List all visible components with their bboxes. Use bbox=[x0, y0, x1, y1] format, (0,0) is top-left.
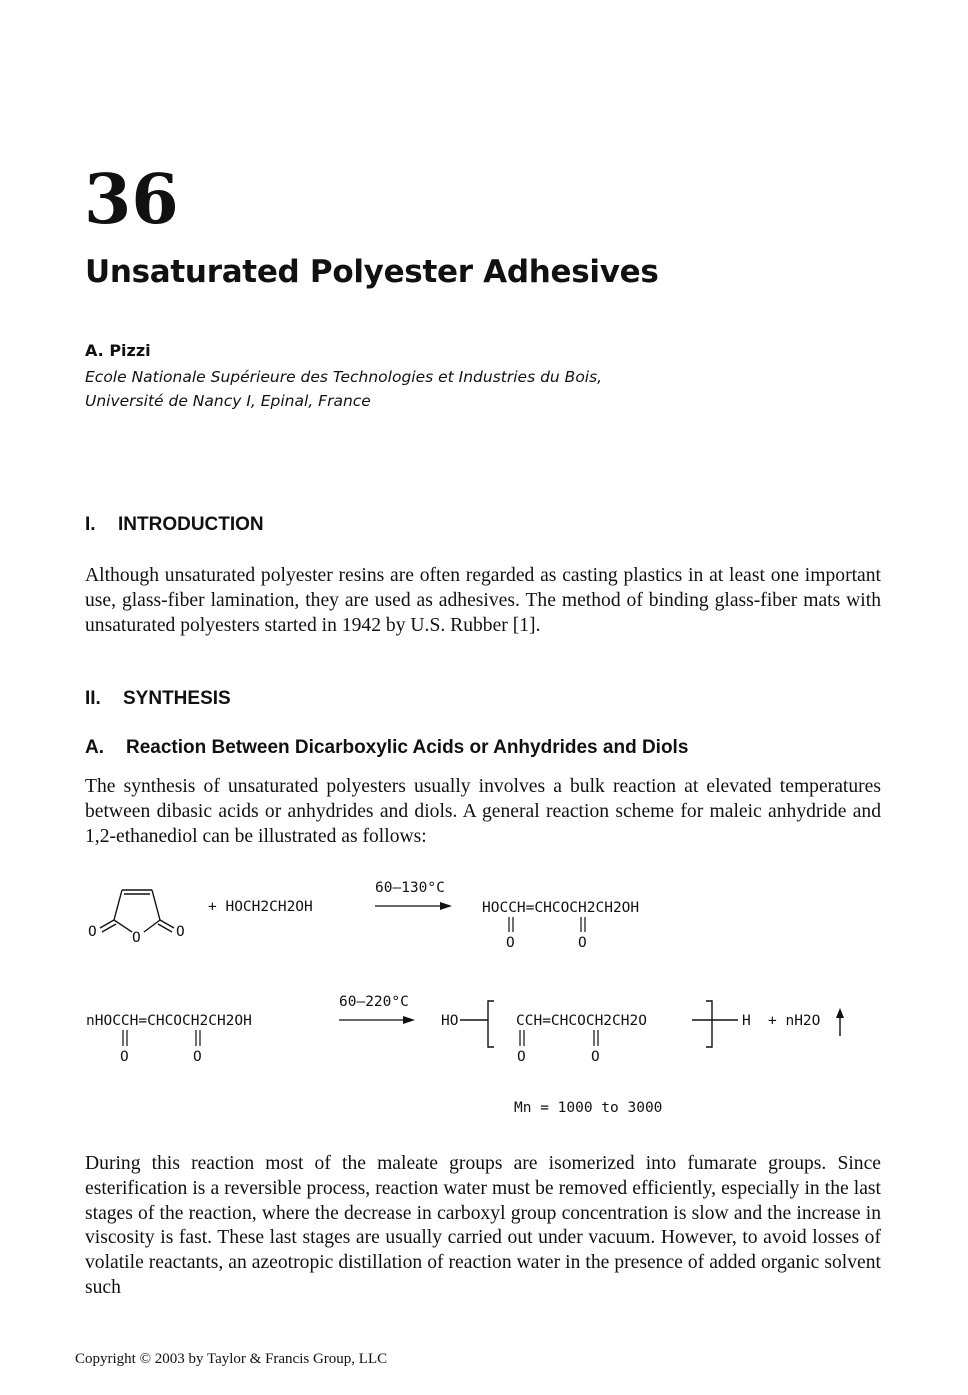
synthesis-paragraph-2: During this reaction most of the maleate groups are isomerized into fumarate groups. Since esterification is a reversible process, reaction water must be removed efficiently, especially in the last stages of the reaction, where the decrease in carboxyl group concentration is slow and the increase in viscosity is fast. These last stages are usually carried out under vacuum. However, to avoid losses of volatile reactants, an azeotropic distillation of reaction water in the presence of added organic solvent such bbox=[85, 1153, 881, 1298]
product-oxygen-2: O bbox=[578, 935, 587, 951]
reaction2-condition: 60–220°C bbox=[339, 994, 409, 1010]
anhydride-oxygen-left: O bbox=[88, 924, 97, 940]
product-oxygen-1: O bbox=[506, 935, 515, 951]
polymer-tail-group: H bbox=[742, 1013, 751, 1029]
reaction2-carbonyl-oxygens bbox=[123, 1030, 200, 1046]
section-heading-introduction bbox=[85, 514, 264, 536]
reaction1-product: HOCCH=CHCOCH2CH2OH bbox=[482, 900, 640, 916]
reaction-scheme bbox=[70, 870, 900, 1135]
water-byproduct: + nH2O bbox=[768, 1013, 821, 1029]
section-heading-synthesis bbox=[85, 688, 231, 710]
reaction2-reactant: nHOCCH=CHCOCH2CH2OH bbox=[86, 1013, 252, 1029]
polymer-end-group: HO bbox=[441, 1013, 459, 1029]
affiliation-line-1: Ecole Nationale Supérieure des Technologies et Industries du Bois, bbox=[85, 368, 603, 386]
anhydride-oxygen-ring: O bbox=[132, 930, 141, 946]
copyright-footer: Copyright © 2003 by Taylor & Francis Group, LLC bbox=[75, 1351, 388, 1367]
subsection-number: A. bbox=[85, 737, 104, 758]
section-title: INTRODUCTION bbox=[118, 514, 264, 535]
reactant-oxygen-2: O bbox=[193, 1049, 202, 1065]
author-name: A. Pizzi bbox=[85, 341, 151, 360]
polymer-repeat-unit: CCH=CHCOCH2CH2O bbox=[516, 1013, 647, 1029]
polymer-carbonyl-oxygens bbox=[520, 1030, 598, 1046]
anhydride-oxygen-right: O bbox=[176, 924, 185, 940]
chapter-number: 36 bbox=[84, 160, 179, 240]
section-number: II. bbox=[85, 688, 101, 709]
polymer-oxygen-2: O bbox=[591, 1049, 600, 1065]
affiliation-line-2: Université de Nancy I, Epinal, France bbox=[85, 392, 371, 410]
maleic-anhydride-structure bbox=[100, 890, 174, 932]
evaporation-arrow bbox=[836, 1008, 844, 1036]
subsection-heading bbox=[85, 737, 688, 759]
chapter-title: Unsaturated Polyester Adhesives bbox=[85, 254, 659, 290]
reaction1-arrow bbox=[375, 902, 452, 910]
reaction1-condition: 60–130°C bbox=[375, 880, 445, 896]
molecular-weight-note: Mn = 1000 to 3000 bbox=[514, 1100, 663, 1116]
reactant-oxygen-1: O bbox=[120, 1049, 129, 1065]
reaction1-reagent: + HOCH2CH2OH bbox=[208, 899, 313, 915]
reaction1-carbonyl-oxygens bbox=[509, 917, 585, 932]
section-number: I. bbox=[85, 514, 96, 535]
introduction-paragraph: Although unsaturated polyester resins are often regarded as casting plastics in at least one important use, glass-fiber lamination, they are used as adhesives. The method of binding glass-fiber mats with unsaturated polyesters started in 1942 by U.S. Rubber [1]. bbox=[85, 565, 881, 636]
reaction2-arrow bbox=[339, 1016, 415, 1024]
synthesis-paragraph: The synthesis of unsaturated polyesters usually involves a bulk reaction at elevated temperatures between dibasic acids or anhydrides and diols. A general reaction scheme for maleic anhydride and 1,2-ethanediol can be illustrated as follows: bbox=[85, 776, 881, 847]
section-title: SYNTHESIS bbox=[123, 688, 231, 709]
polymer-oxygen-1: O bbox=[517, 1049, 526, 1065]
subsection-title: Reaction Between Dicarboxylic Acids or Anhydrides and Diols bbox=[126, 737, 689, 758]
